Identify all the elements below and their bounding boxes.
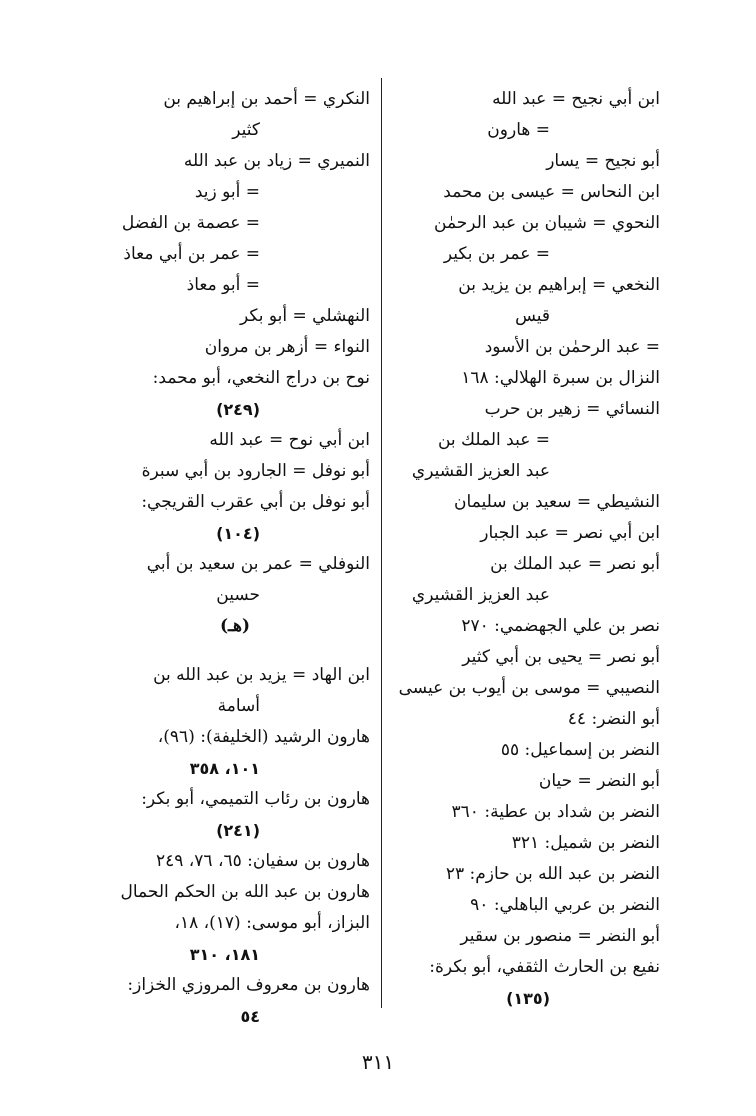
index-entry: أبو النضر = حيان (538, 771, 660, 791)
index-entry-continuation: ١٨١، ٣١٠ (189, 945, 260, 964)
index-entry: النهشلي = أبو بكر (239, 306, 370, 326)
index-entry: النضر بن عربي الباهلي: ٩٠ (470, 895, 660, 915)
left-column (100, 84, 370, 1032)
index-entry-continuation: أسامة (217, 696, 260, 716)
index-entry: النصيبي = موسى بن أيوب بن عيسى (398, 678, 660, 698)
index-entry: هارون بن عبد الله بن الحكم الحمال (120, 882, 370, 902)
index-entry: أبو النضر: ٤٤ (567, 709, 660, 729)
index-entry-continuation: = أبو معاذ (186, 275, 260, 295)
index-entry: نفيع بن الحارث الثقفي، أبو بكرة: (429, 957, 660, 977)
index-entry: أبو نصر = يحيى بن أبي كثير (462, 647, 660, 667)
index-entry-continuation: ١٠١، ٣٥٨ (189, 759, 260, 778)
index-entry: أبو نوفل بن أبي عقرب القريجي: (141, 492, 370, 512)
index-entry-continuation: = عمر بن بكير (443, 244, 550, 264)
index-entry: النضر بن شداد بن عطية: ٣٦٠ (451, 802, 660, 822)
index-entry: النشيطي = سعيد بن سليمان (454, 492, 660, 512)
index-entry: أبو نصر = عبد الملك بن (490, 554, 660, 574)
index-entry-continuation: قيس (515, 306, 550, 326)
index-entry: أبو النضر = منصور بن سقير (460, 926, 660, 946)
page-number: ٣١١ (361, 1050, 395, 1074)
index-entry: ابن النحاس = عيسى بن محمد (443, 182, 660, 202)
index-entry: النواء = أزهر بن مروان (204, 337, 370, 357)
index-entry: النسائي = زهير بن حرب (484, 399, 660, 419)
index-entry-continuation: ٥٤ (240, 1007, 260, 1026)
right-column (390, 84, 660, 1014)
index-entry: النميري = زياد بن عبد الله (183, 151, 370, 171)
section-letter-heading: (هـ) (219, 616, 251, 636)
index-entry-continuation: = عمر بن أبي معاذ (123, 244, 260, 264)
index-entry: ابن الهاد = يزيد بن عبد الله بن (153, 665, 370, 685)
index-entry-continuation: كثير (232, 120, 260, 140)
index-entry-continuation: (٢٤١) (216, 821, 260, 840)
index-entry: هارون بن معروف المروزي الخزاز: (127, 975, 370, 995)
index-entry-continuation: (١٠٤) (216, 524, 260, 543)
index-entry: أبو نوفل = الجارود بن أبي سبرة (141, 461, 370, 481)
index-entry: النضر بن إسماعيل: ٥٥ (500, 740, 660, 760)
index-entry: النوفلي = عمر بن سعيد بن أبي (146, 554, 370, 574)
index-entry-continuation: = عبد الملك بن (437, 430, 550, 450)
index-entry: النحوي = شيبان بن عبد الرحمٰن (434, 213, 660, 233)
index-entry: = عبد الرحمٰن بن الأسود (484, 337, 660, 357)
index-entry: هارون الرشيد (الخليفة): (٩٦)، (157, 727, 370, 747)
index-entry-continuation: = هارون (487, 120, 550, 140)
index-entry: هارون بن رئاب التميمي، أبو بكر: (141, 789, 370, 809)
index-entry: النزال بن سبرة الهلالي: ١٦٨ (461, 368, 660, 388)
index-entry: ابن أبي نوح = عبد الله (209, 430, 370, 450)
index-entry-continuation: = أبو زيد (194, 182, 260, 202)
index-entry: ابن أبي نصر = عبد الجبار (480, 523, 660, 543)
index-entry-continuation: (١٣٥) (506, 989, 550, 1008)
index-entry: النكري = أحمد بن إبراهيم بن (163, 89, 370, 109)
index-entry: نصر بن علي الجهضمي: ٢٧٠ (461, 616, 660, 636)
index-entry: نوح بن دراج النخعي، أبو محمد: (152, 368, 370, 388)
index-entry: النخعي = إبراهيم بن يزيد بن (458, 275, 660, 295)
index-entry-continuation: = عصمة بن الفضل (121, 213, 260, 233)
index-entry: النضر بن عبد الله بن حازم: ٢٣ (445, 864, 660, 884)
index-entry: أبو نجيح = يسار (546, 151, 660, 171)
index-entry-continuation: البزاز، أبو موسى: (١٧)، ١٨، (174, 913, 370, 933)
index-entry: النضر بن شميل: ٣٢١ (511, 833, 660, 853)
index-entry-continuation: عبد العزيز القشيري (411, 461, 550, 481)
section-gap (100, 642, 370, 660)
index-entry-continuation: (٢٤٩) (216, 400, 260, 419)
index-entry-continuation: عبد العزيز القشيري (411, 585, 550, 605)
index-entry: هارون بن سفيان: ٦٥، ٧٦، ٢٤٩ (155, 851, 370, 871)
index-entry-continuation: حسين (216, 585, 260, 605)
column-divider (381, 78, 382, 1008)
index-entry: ابن أبي نجيح = عبد الله (492, 89, 660, 109)
